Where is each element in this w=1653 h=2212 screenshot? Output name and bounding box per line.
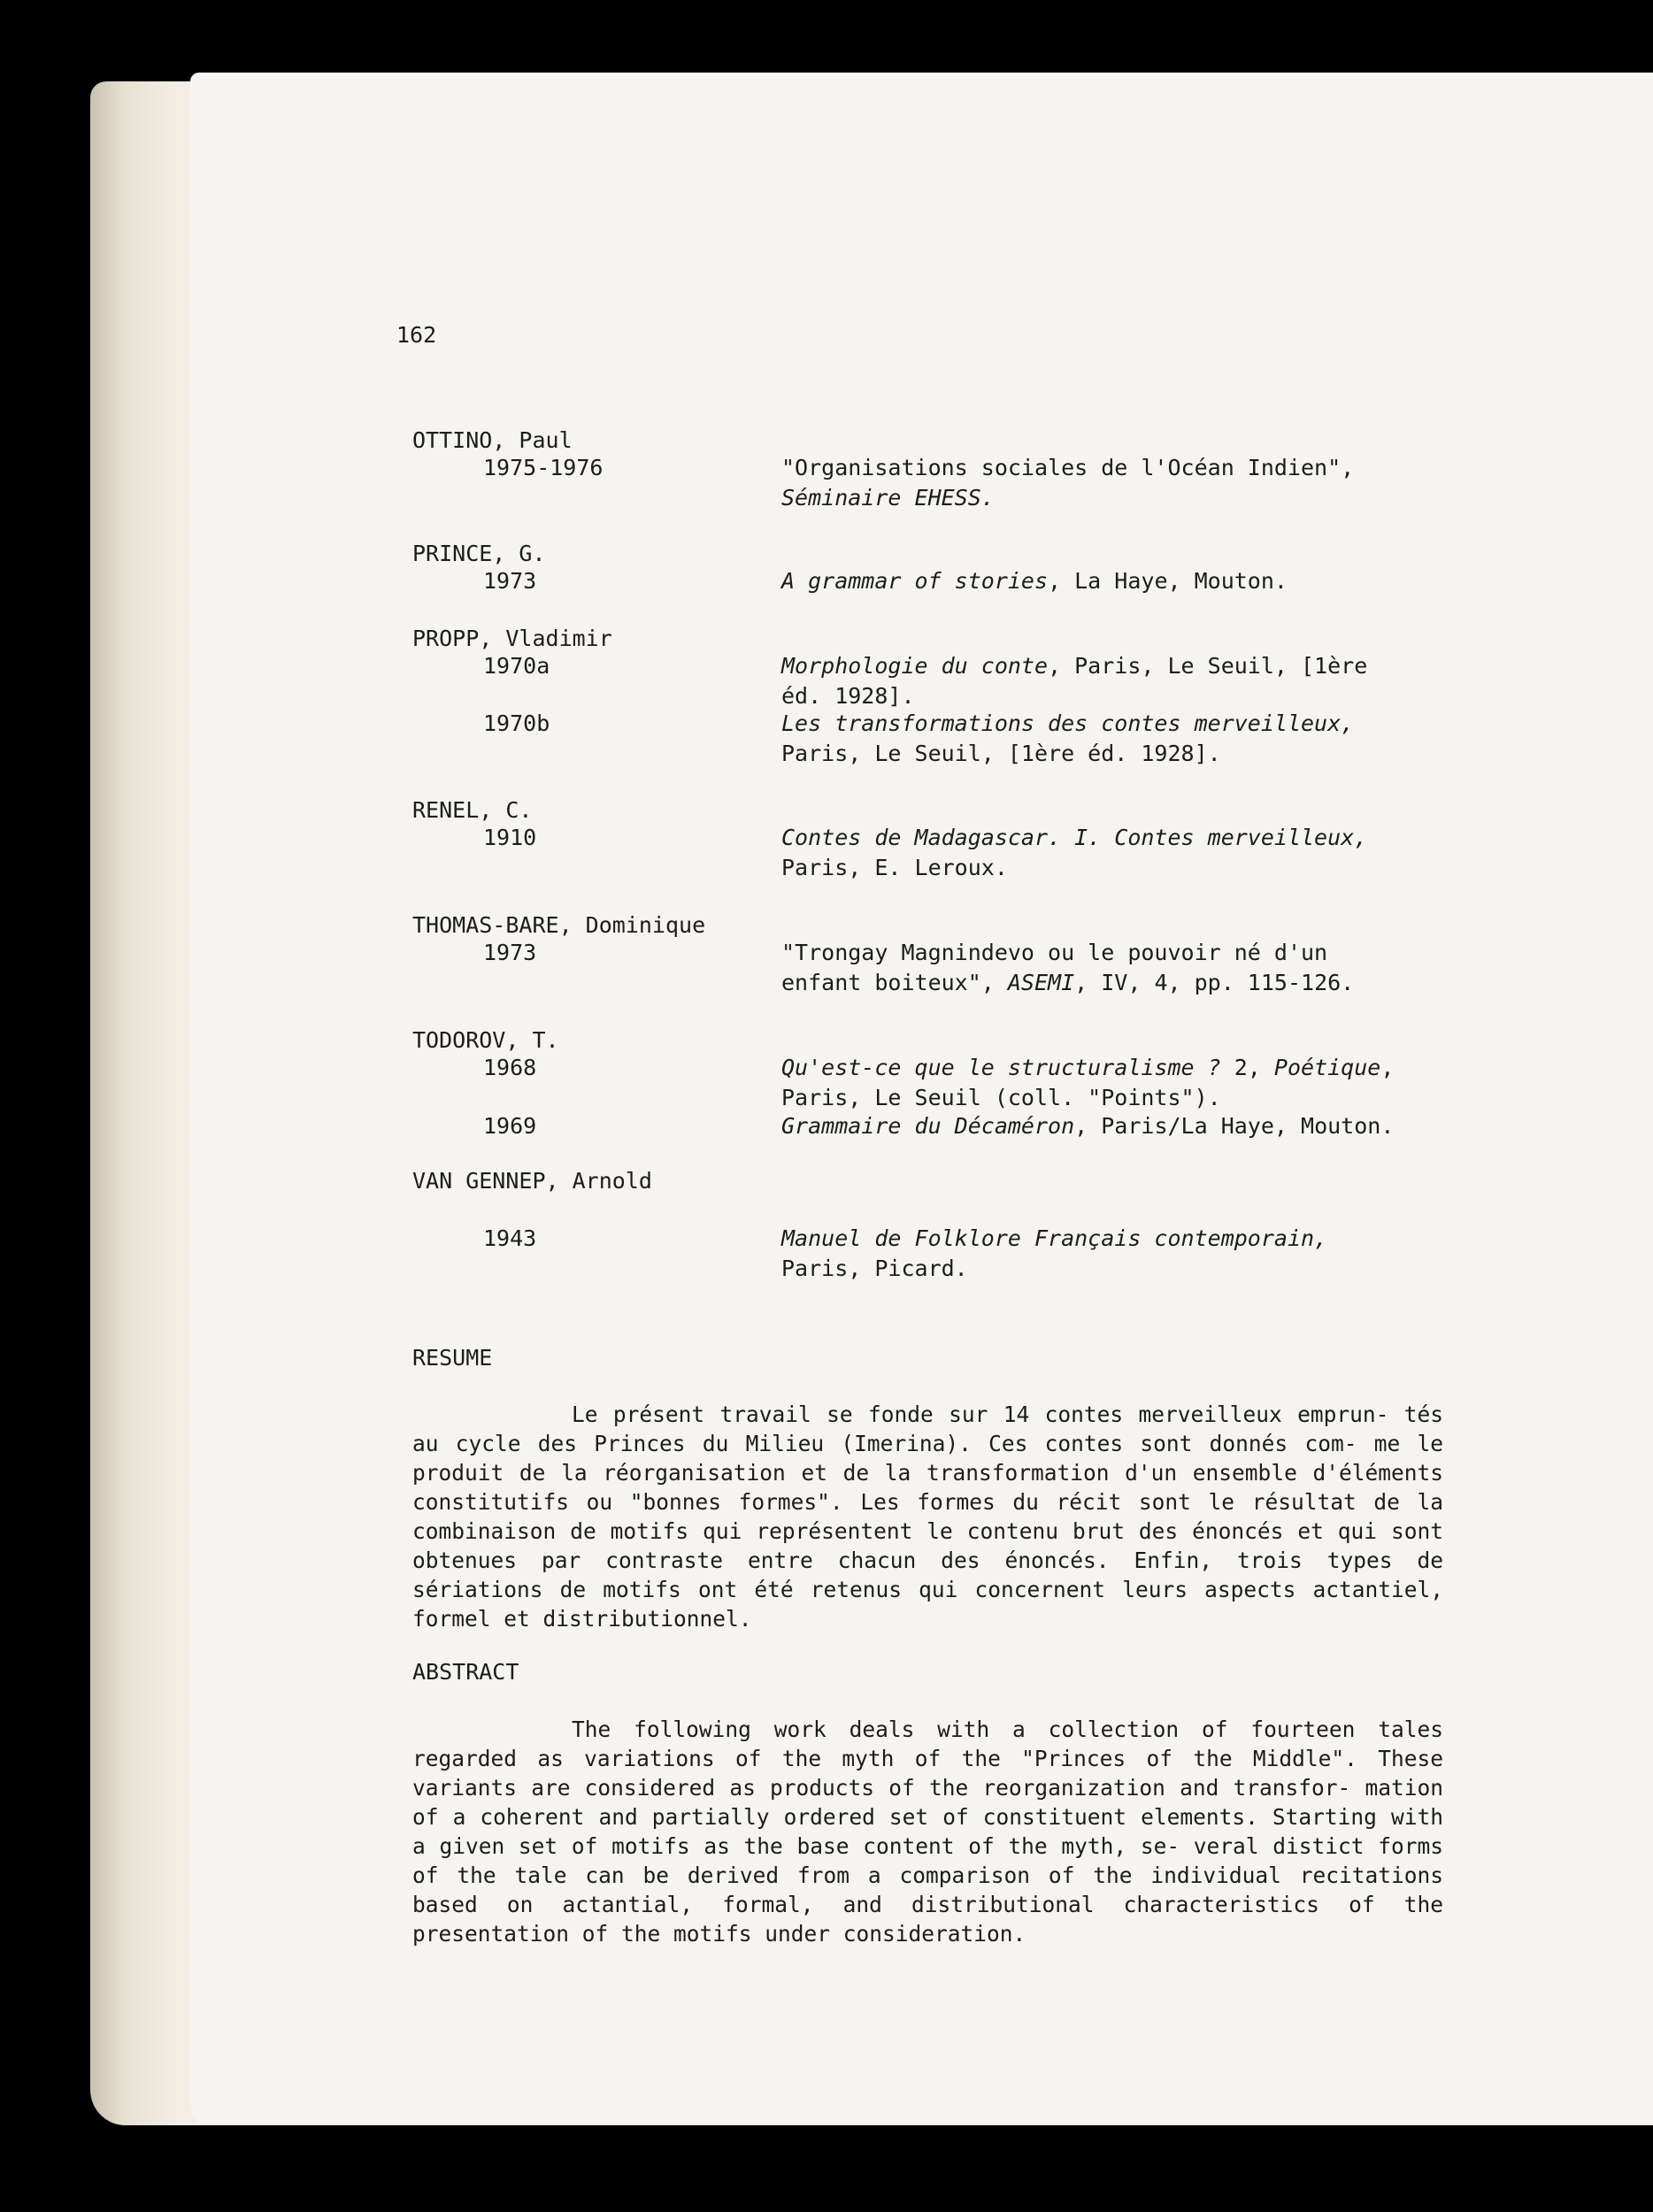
ref-author: VAN GENNEP, Arnold	[412, 1168, 652, 1194]
ref-line: Grammaire du Décaméron, Paris/La Haye, Mouton.	[781, 1113, 1395, 1139]
abstract-text: The following work deals with a collection of fourteen tales regarded as variations of the myth of the "Princes of the Middle". These variants are considered as products of the reorganization and transfor- mation of a coherent and partially ordered set of constituent elements. Starting with a given set of motifs as the base content of the myth, se- veral distict forms of the tale can be derived from a comparison of the individual recitations based on actantial, formal, and distributional characteristics of the presentation of the motifs under consideration.	[412, 1717, 1443, 1947]
ref-line: Morphologie du conte, Paris, Le Seuil, [1ère	[781, 653, 1368, 679]
ref-author: TODOROV, T.	[412, 1027, 559, 1053]
ref-year: 1968	[483, 1055, 537, 1080]
ref-year: 1943	[483, 1225, 537, 1251]
page-number: 162	[396, 322, 437, 348]
ref-line: A grammar of stories, La Haye, Mouton.	[781, 568, 1288, 594]
ref-year: 1973	[483, 940, 537, 965]
ref-author: RENEL, C.	[412, 797, 533, 823]
ref-line: Paris, Le Seuil (coll. "Points").	[781, 1085, 1221, 1110]
ref-year: 1970a	[483, 653, 550, 679]
ref-line: Séminaire EHESS.	[781, 485, 995, 511]
resume-heading: RESUME	[412, 1345, 493, 1371]
ref-line: "Trongay Magnindevo ou le pouvoir né d'un	[781, 940, 1328, 965]
ref-year: 1973	[483, 568, 537, 594]
ref-line: Contes de Madagascar. I. Contes merveilleux,	[781, 825, 1368, 850]
ref-line: enfant boiteux", ASEMI, IV, 4, pp. 115-126.	[781, 970, 1355, 995]
ref-line: Paris, Le Seuil, [1ère éd. 1928].	[781, 741, 1221, 766]
ref-line: Paris, Picard.	[781, 1256, 968, 1281]
abstract-heading: ABSTRACT	[412, 1659, 519, 1685]
resume-paragraph	[412, 1400, 1443, 1633]
abstract-paragraph	[412, 1715, 1443, 1948]
ref-line: Qu'est-ce que le structuralisme ? 2, Poétique,	[781, 1055, 1395, 1080]
ref-line: Les transformations des contes merveilleux,	[781, 710, 1355, 736]
ref-line: "Organisations sociales de l'Océan Indien",	[781, 455, 1355, 480]
ref-author: OTTINO, Paul	[412, 427, 573, 453]
ref-author: PRINCE, G.	[412, 541, 546, 566]
ref-year: 1975-1976	[483, 455, 604, 480]
ref-author: PROPP, Vladimir	[412, 626, 612, 651]
ref-year: 1970b	[483, 710, 550, 736]
ref-line: éd. 1928].	[781, 683, 915, 709]
ref-line: Paris, E. Leroux.	[781, 855, 1008, 880]
ref-line: Manuel de Folklore Français contemporain,	[781, 1225, 1328, 1251]
ref-author: THOMAS-BARE, Dominique	[412, 912, 706, 938]
ref-year: 1910	[483, 825, 537, 850]
resume-text: Le présent travail se fonde sur 14 contes merveilleux emprun- tés au cycle des Princes du Milieu (Imerina). Ces contes sont donnés com- me le produit de la réorganisation et de la transformation d'un ensemble d'éléments constitutifs ou "bonnes formes". Les formes du récit sont le résultat de la combinaison de motifs qui représentent le contenu brut des énoncés et qui sont obtenues par contraste entre chacun des énoncés. Enfin, trois types de sériations de motifs ont été retenus qui concernent leurs aspects actantiel, formel et distributionnel.	[412, 1402, 1443, 1632]
ref-year: 1969	[483, 1113, 537, 1139]
